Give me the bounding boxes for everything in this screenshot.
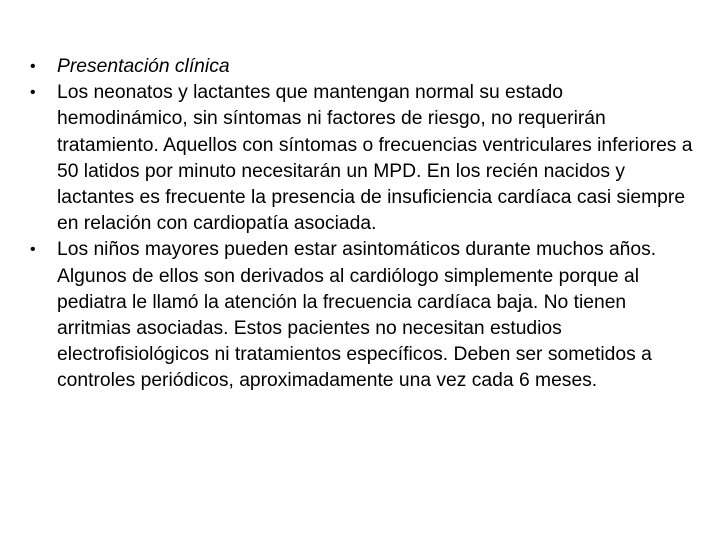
bullet-text-neonates: Los neonatos y lactantes que mantengan normal su estado hemodinámico, sin síntomas ni factores de riesgo, no requerirán tratamiento. Aquellos con síntomas o frecuencias ventriculares inferiores a 50 latidos por minuto necesitarán un MPD. En los recién nacidos y lactantes es frecuente la presencia de insuficiencia cardíaca casi siempre en relación con cardiopatía asociada. — [57, 82, 693, 235]
section-heading: Presentación clínica — [57, 56, 230, 77]
bullet-item-heading — [30, 54, 696, 80]
bullet-marker: • — [30, 241, 36, 259]
bullet-marker: • — [30, 58, 36, 75]
bullet-item-neonates — [30, 80, 696, 237]
bullet-marker: • — [30, 84, 36, 102]
bullet-item-older-children — [30, 237, 696, 394]
bullet-text-older-children: Los niños mayores pueden estar asintomáticos durante muchos años. Algunos de ellos son derivados al cardiólogo simplemente porque al pediatra le llamó la atención la frecuencia cardíaca baja. No tienen arritmias asociadas. Estos pacientes no necesitan estudios electrofisiológicos ni tratamientos específicos. Deben ser sometidos a controles periódicos, aproximadamente una vez cada 6 meses. — [57, 239, 657, 392]
bullet-list — [30, 54, 696, 395]
